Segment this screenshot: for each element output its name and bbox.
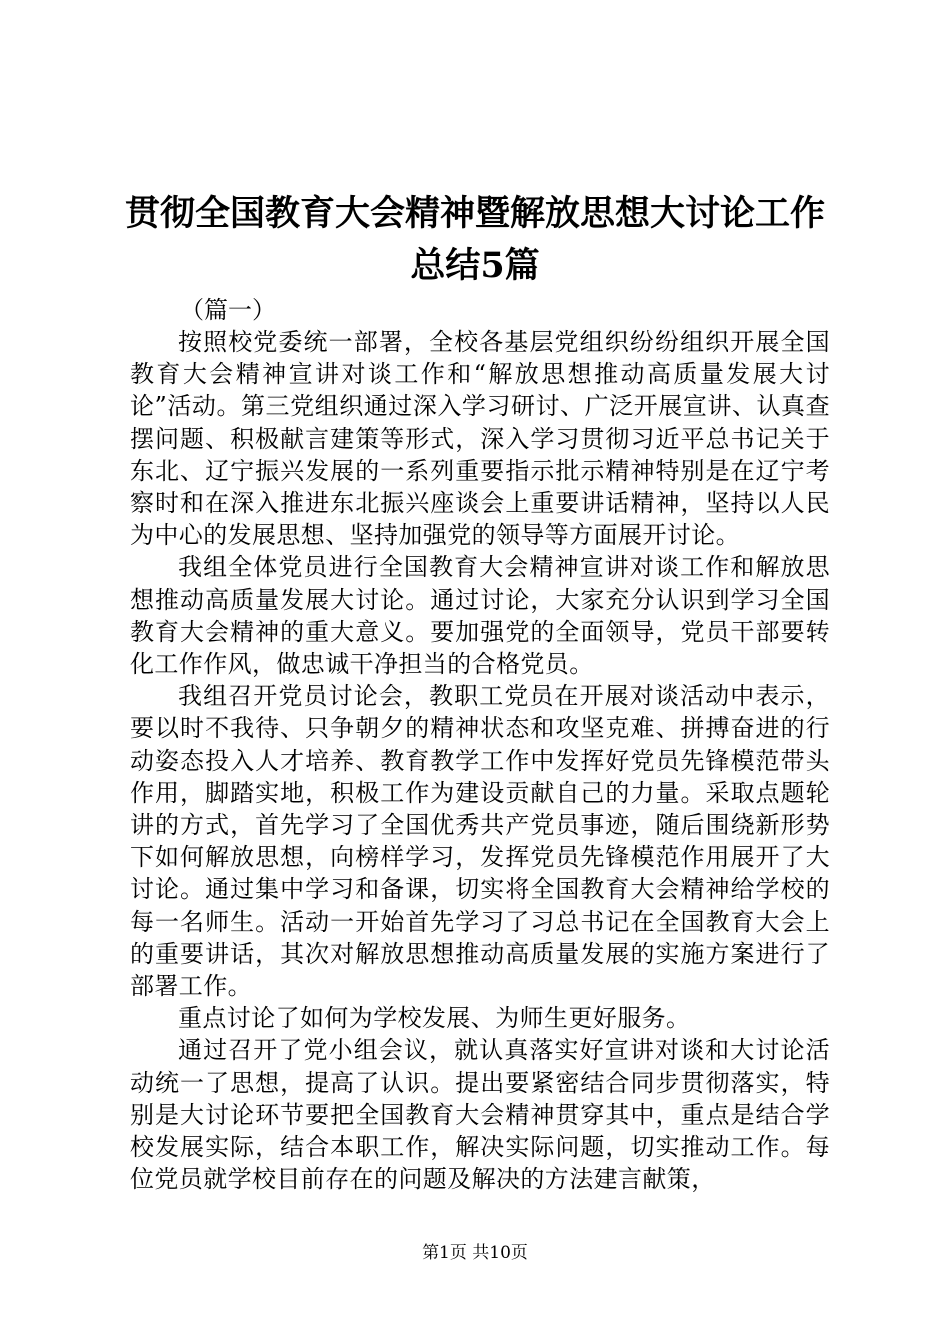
paragraph-1: 按照校党委统一部署，全校各基层党组织纷纷组织开展全国教育大会精神宣讲对谈工作和“解放思想推动高质量发展大讨论”活动。第三党组织通过深入学习研讨、广泛开展宣讲、认真查摆问题、积极献言建策等形式，深入学习贯彻习近平总书记关于东北、辽宁振兴发展的一系列重要指示批示精神特别是在辽宁考察时和在深入推进东北振兴座谈会上重要讲话精神，坚持以人民为中心的发展思想、坚持加强党的领导等方面展开讨论。 bbox=[130, 328, 830, 550]
paragraph-2: 我组全体党员进行全国教育大会精神宣讲对谈工作和解放思想推动高质量发展大讨论。通过讨论，大家充分认识到学习全国教育大会精神的重大意义。要加强党的全面领导，党员干部要转化工作作风，做忠诚干净担当的合格党员。 bbox=[130, 553, 830, 679]
document-title-line-1: 贯彻全国教育大会精神暨解放思想大讨论工作 bbox=[124, 193, 825, 234]
paragraph-3: 我组召开党员讨论会，教职工党员在开展对谈活动中表示，要以时不我待、只争朝夕的精神状态和攻坚克难、拼搏奋进的行动姿态投入人才培养、教育教学工作中发挥好党员先锋模范带头作用，脚踏实地，积极工作为建设贡献自己的力量。采取点题轮讲的方式，首先学习了全国优秀共产党员事迹，随后围绕新形势下如何解放思想，向榜样学习，发挥党员先锋模范作用展开了大讨论。通过集中学习和备课，切实将全国教育大会精神给学校的每一名师生。活动一开始首先学习了习总书记在全国教育大会上的重要讲话，其次对解放思想推动高质量发展的实施方案进行了部署工作。 bbox=[130, 682, 830, 1001]
paragraph-5: 通过召开了党小组会议，就认真落实好宣讲对谈和大讨论活动统一了思想，提高了认识。提出要紧密结合同步贯彻落实，特别是大讨论环节要把全国教育大会精神贯穿其中，重点是结合学校发展实际，结合本职工作，解决实际问题，切实推动工作。每位党员就学校目前存在的问题及解决的方法建言献策， bbox=[130, 1036, 830, 1194]
document-title-line-2: 总结5篇 bbox=[410, 245, 540, 286]
section-label: （篇一） bbox=[180, 296, 276, 324]
document-body bbox=[130, 326, 830, 1195]
page-footer: 第1页 共10页 bbox=[422, 1243, 528, 1263]
paragraph-4: 重点讨论了如何为学校发展、为师生更好服务。 bbox=[178, 1004, 691, 1033]
